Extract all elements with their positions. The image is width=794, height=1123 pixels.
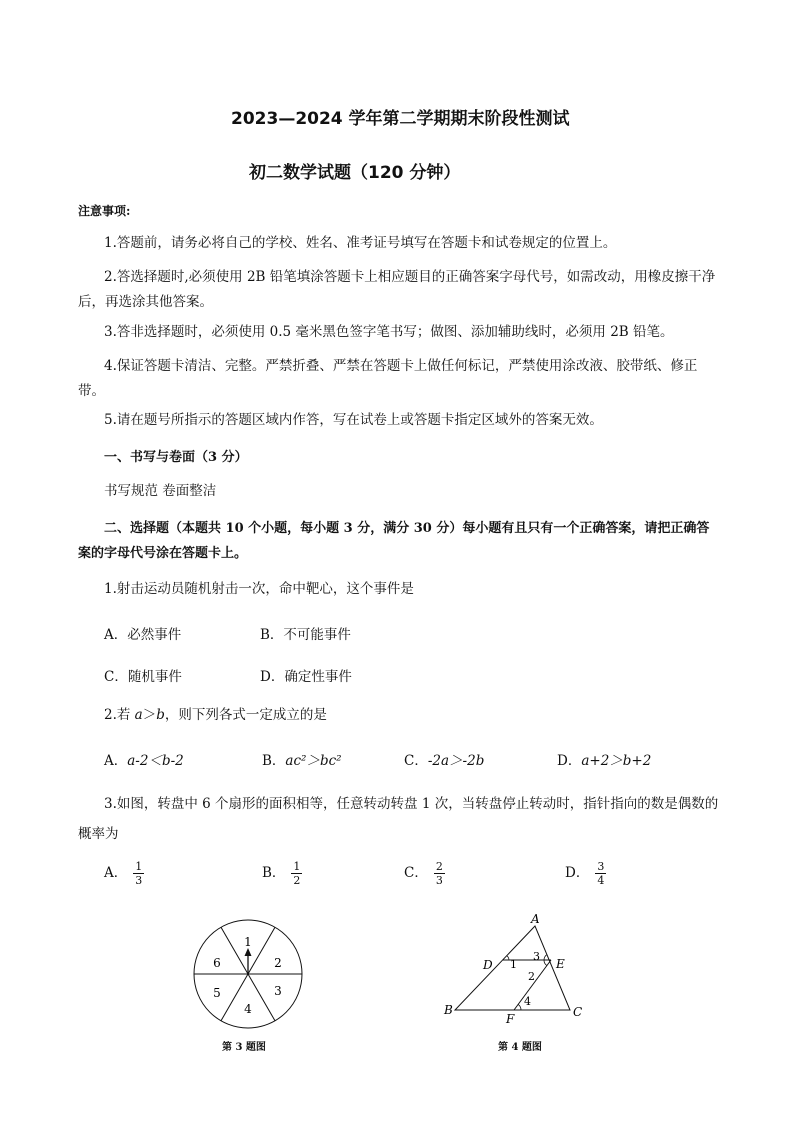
q3-option-b-den: 2 bbox=[293, 874, 301, 887]
angle-label-2: 2 bbox=[528, 970, 535, 983]
sector-label-4: 4 bbox=[244, 1002, 252, 1016]
spinner-pointer-arrow-icon bbox=[245, 948, 252, 956]
q3-option-b-fraction bbox=[291, 860, 302, 887]
notice-item-4: 4.保证答题卡清洁、完整。严禁折叠、严禁在答题卡上做任何标记，严禁使用涂改液、胶带纸、修正带。 bbox=[78, 358, 698, 399]
section1-heading: 一、书写与卷面（3 分） bbox=[104, 450, 248, 465]
q2-option-a-expr: a-2＜b-2 bbox=[127, 753, 184, 769]
q3-option-b-label: B． bbox=[262, 865, 286, 881]
spinner-divider-1 bbox=[248, 927, 275, 974]
angle-arc-1 bbox=[507, 956, 509, 960]
q2-var-a: a bbox=[134, 707, 143, 723]
notice-item-3: 3.答非选择题时，必须使用 0.5 毫米黑色签字笔书写；做图、添加辅助线时，必须用 2B 铅笔。 bbox=[104, 324, 674, 340]
section2-heading: 二、选择题（本题共 10 个小题，每小题 3 分，满分 30 分）每小题有且只有一个正确答案，请把正确答案的字母代号涂在答题卡上。 bbox=[78, 521, 710, 561]
sector-label-1: 1 bbox=[244, 935, 252, 949]
angle-arc-3 bbox=[544, 955, 547, 960]
sector-label-3: 3 bbox=[274, 984, 282, 998]
q3-option-d-num: 3 bbox=[597, 860, 605, 873]
q3-stem: 3.如图，转盘中 6 个扇形的面积相等，任意转动转盘 1 次，当转盘停止转动时，指针指向的数是偶数的概率为 bbox=[78, 796, 719, 842]
point-label-f: F bbox=[506, 1012, 515, 1024]
q3-option-a-fraction bbox=[133, 860, 144, 887]
q2-option-d bbox=[557, 749, 651, 769]
notice-heading: 注意事项: bbox=[78, 204, 131, 218]
q2-option-a bbox=[104, 749, 184, 769]
angle-label-1: 1 bbox=[510, 958, 517, 971]
sector-label-6: 6 bbox=[213, 956, 221, 970]
point-label-c: C bbox=[573, 1005, 583, 1019]
q1-option-d: D．确定性事件 bbox=[260, 669, 352, 685]
q3-option-d-fraction bbox=[595, 860, 606, 887]
q2-stem-prefix: 2.若 bbox=[104, 707, 135, 723]
q2-option-c bbox=[404, 749, 484, 769]
page-subtitle: 初二数学试题（120 分钟） bbox=[249, 163, 461, 183]
notice-item-5: 5.请在题号所指示的答题区域内作答，写在试卷上或答题卡指定区域外的答案无效。 bbox=[104, 412, 603, 428]
q2-option-c-label: C． bbox=[404, 753, 428, 769]
point-label-b: B bbox=[444, 1003, 453, 1017]
notice-item-2: 2.答选择题时,必须使用 2B 铅笔填涂答题卡上相应题目的正确答案字母代号，如需改动，用橡皮擦干净后，再选涂其他答案。 bbox=[78, 269, 716, 310]
q3-option-c-fraction bbox=[434, 860, 445, 887]
q1-option-a: A．必然事件 bbox=[104, 627, 182, 643]
section1-text: 书写规范 卷面整洁 bbox=[104, 483, 217, 499]
angle-arc-4 bbox=[518, 1004, 521, 1010]
sector-label-5: 5 bbox=[213, 986, 221, 1000]
q2-gt: ＞ bbox=[142, 707, 157, 723]
angle-label-4: 4 bbox=[524, 995, 531, 1008]
q2-option-b-expr: ac²＞bc² bbox=[285, 753, 342, 769]
q3-option-a bbox=[104, 860, 144, 887]
q2-var-b: b bbox=[156, 707, 165, 723]
page-title: 2023—2024 学年第二学期期末阶段性测试 bbox=[231, 109, 570, 129]
q3-option-d bbox=[565, 860, 606, 887]
q2-option-c-expr: -2a＞-2b bbox=[427, 753, 485, 769]
point-label-e: E bbox=[556, 957, 565, 971]
figure-4-triangle bbox=[440, 912, 590, 1024]
q3-option-a-num: 1 bbox=[135, 860, 143, 873]
figure-3-caption: 第 3 题图 bbox=[222, 1042, 266, 1053]
q2-stem-suffix: ，则下列各式一定成立的是 bbox=[164, 707, 327, 723]
q2-option-a-label: A． bbox=[104, 753, 128, 769]
q3-option-c-num: 2 bbox=[435, 860, 443, 873]
q3-option-b-num: 1 bbox=[293, 860, 301, 873]
q3-option-c bbox=[404, 860, 445, 887]
angle-arc-2 bbox=[544, 960, 547, 966]
q2-option-b-label: B． bbox=[262, 753, 286, 769]
angle-label-3: 3 bbox=[533, 950, 540, 963]
notice-item-1: 1.答题前，请务必将自己的学校、姓名、准考证号填写在答题卡和试卷规定的位置上。 bbox=[104, 235, 617, 251]
figure-3-spinner bbox=[186, 918, 310, 1030]
q2-stem bbox=[104, 703, 327, 728]
figure-4-caption: 第 4 题图 bbox=[498, 1042, 542, 1053]
point-label-d: D bbox=[483, 958, 493, 972]
q3-option-b bbox=[262, 860, 302, 887]
sector-label-2: 2 bbox=[274, 956, 282, 970]
q3-option-c-label: C． bbox=[404, 865, 428, 881]
q2-option-d-expr: a+2＞b+2 bbox=[581, 753, 652, 769]
q1-option-c: C．随机事件 bbox=[104, 669, 182, 685]
q2-option-d-label: D． bbox=[557, 753, 582, 769]
q3-option-d-label: D． bbox=[565, 865, 590, 881]
q2-option-b bbox=[262, 749, 342, 769]
q3-option-d-den: 4 bbox=[597, 874, 605, 887]
q1-option-b: B．不可能事件 bbox=[260, 627, 351, 643]
q3-option-c-den: 3 bbox=[435, 874, 443, 887]
q1-stem: 1.射击运动员随机射击一次，命中靶心，这个事件是 bbox=[104, 581, 414, 597]
segment-ef bbox=[514, 960, 551, 1010]
point-label-a: A bbox=[531, 912, 540, 926]
q3-option-a-den: 3 bbox=[135, 874, 143, 887]
q3-option-a-label: A． bbox=[104, 865, 128, 881]
spinner-divider-3 bbox=[248, 974, 275, 1021]
